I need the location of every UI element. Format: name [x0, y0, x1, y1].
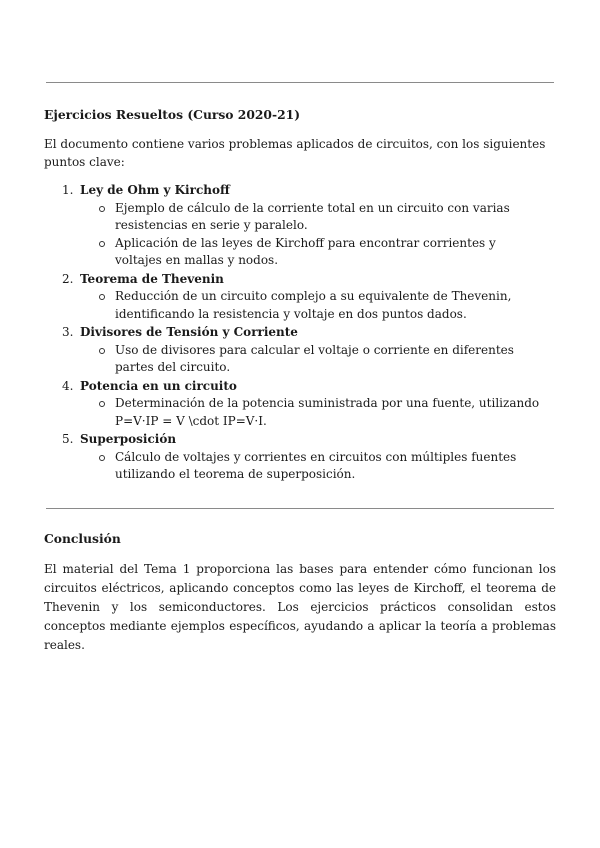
circle-bullet-icon: [99, 241, 105, 247]
list-item: [44, 182, 556, 270]
circle-bullet-icon: [99, 348, 105, 354]
sub-item: [80, 395, 556, 430]
conclusion-paragraph: El material del Tema 1 proporciona las bases para entender cómo funcionan los circuitos eléctricos, aplicando conceptos como las leyes de Kirchoff, el teorema de Thevenin y los semiconductores. Los ejercicios prácticos consolidan estos conceptos mediante ejemplos específicos, ayudando a aplicar la teoría a problemas reales.: [44, 562, 556, 652]
sub-item-text: Cálculo de voltajes y corrientes en circuitos con múltiples fuentes utilizando el teorema de superposición.: [115, 449, 517, 481]
item-number: 1.: [62, 183, 74, 197]
section-divider: [46, 508, 554, 509]
item-number: 2.: [62, 271, 74, 286]
item-title: Ley de Ohm y Kirchoff: [80, 183, 230, 197]
sub-item: [80, 342, 556, 377]
item-number: 4.: [62, 378, 74, 393]
sub-list: [80, 342, 556, 377]
key-points-list: [44, 182, 556, 485]
circle-bullet-icon: [99, 401, 105, 407]
sub-item: [80, 449, 556, 484]
sub-item: [80, 235, 556, 270]
sub-item: [80, 288, 556, 323]
sub-item-text: Aplicación de las leyes de Kirchoff para encontrar corrientes y voltajes en mallas y nodos.: [115, 235, 496, 267]
sub-list: [80, 395, 556, 430]
section-title-ejercicios: Ejercicios Resueltos (Curso 2020-21): [44, 107, 301, 122]
circle-bullet-icon: [99, 455, 105, 461]
item-title: Potencia en un circuito: [80, 378, 237, 393]
sub-list: [80, 200, 556, 270]
item-title: Teorema de Thevenin: [80, 271, 224, 286]
item-number: 5.: [62, 432, 74, 446]
section-intro: El documento contiene varios problemas aplicados de circuitos, con los siguientes puntos clave:: [44, 137, 546, 169]
list-item: [44, 324, 556, 377]
sub-item-text: Determinación de la potencia suministrada por una fuente, utilizando P=V·IP = V \cdot IP=V·I.: [115, 396, 540, 428]
sub-list: [80, 449, 556, 484]
sub-item-text: Reducción de un circuito complejo a su equivalente de Thevenin, identificando la resistencia y voltaje en dos puntos dados.: [115, 289, 512, 321]
item-number: 3.: [62, 325, 74, 339]
sub-item-text: Ejemplo de cálculo de la corriente total en un circuito con varias resistencias en serie y paralelo.: [115, 200, 510, 232]
sub-item: [80, 200, 556, 235]
circle-bullet-icon: [99, 294, 105, 300]
list-item: [44, 271, 556, 324]
sub-list: [80, 288, 556, 323]
circle-bullet-icon: [99, 206, 105, 212]
list-item: [44, 378, 556, 431]
list-item: [44, 431, 556, 484]
item-title: Divisores de Tensión y Corriente: [80, 325, 298, 339]
sub-item-text: Uso de divisores para calcular el voltaje o corriente en diferentes partes del circuito.: [115, 342, 514, 374]
section-title-conclusion: Conclusión: [44, 531, 121, 546]
item-title: Superposición: [80, 432, 177, 446]
top-divider: [46, 82, 554, 83]
